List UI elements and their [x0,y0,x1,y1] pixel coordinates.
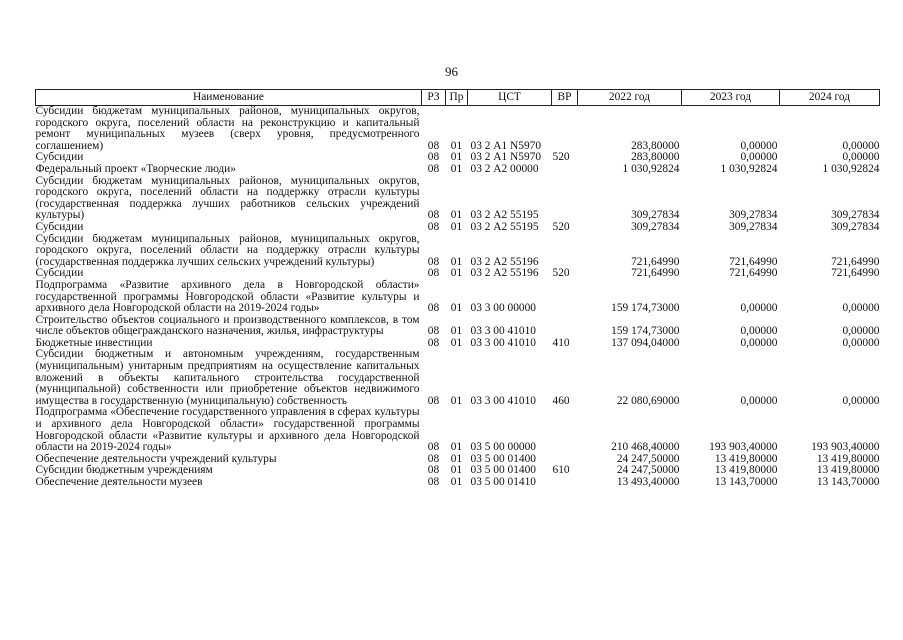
row-2024: 0,00000 [842,336,880,349]
row-vr: 520 [552,220,570,233]
row-2023: 0,00000 [740,139,778,152]
table-row [36,315,880,338]
row-name: Субсидии бюджетам муниципальных районов, муниципальных округов, городского округа, поселений области на поддержку отрасли культуры (государственная поддержка лучших работников сельских учреждений культуры) [35,174,420,222]
row-pr: 01 [450,476,463,488]
header-vr: ВР [552,90,578,106]
table-row [36,349,880,407]
row-name: Субсидии [35,267,84,280]
row-name: Субсидии [35,220,84,233]
row-2023: 0,00000 [740,151,778,164]
header-2023: 2023 год [682,90,780,106]
header-2022: 2022 год [578,90,682,106]
row-pr: 01 [450,452,463,465]
row-2022: 721,64990 [631,255,680,268]
table-body [36,106,880,489]
row-2024: 1 030,92824 [822,162,880,175]
row-pr: 01 [450,220,463,233]
table-row [36,222,880,234]
row-pr: 01 [450,267,463,280]
row-pr: 01 [450,464,463,477]
row-2024: 193 903,40000 [811,441,880,454]
row-rz: 08 [427,476,440,488]
row-name: Субсидии бюджетным и автономным учреждениям, государственным (муниципальным) унитарным предприятиям на осуществление капитальных вложений в объекты капитального строительства государственной (муниципальной) собственности или приобретение объектов недвижимого имущества в государственную (муниципальную) собственность [35,348,420,407]
row-cst: 03 5 00 01400 [470,464,536,477]
row-2023: 13 419,80000 [714,464,778,477]
row-2024: 0,00000 [842,151,880,164]
row-vr [552,315,578,338]
row-vr [552,106,578,153]
row-2023: 0,00000 [740,394,778,407]
row-2022: 309,27834 [631,220,680,233]
row-pr: 01 [450,151,463,164]
row-2024: 721,64990 [831,267,880,280]
row-cst: 03 2 А2 00000 [470,162,539,175]
header-pr: Пр [446,90,468,106]
row-2023: 193 903,40000 [709,441,778,454]
row-vr: 520 [552,267,570,280]
row-2022: 283,80000 [631,139,680,152]
row-2024: 0,00000 [842,325,880,338]
row-2023: 1 030,92824 [720,162,778,175]
row-2024: 0,00000 [842,139,880,152]
row-2023: 0,00000 [740,325,778,338]
row-rz: 08 [427,325,440,338]
row-2022: 721,64990 [631,267,680,280]
row-2024: 13 419,80000 [816,464,880,477]
row-pr: 01 [450,325,463,338]
row-vr [552,280,578,315]
row-name: Субсидии бюджетным учреждениям [35,464,213,477]
row-2022: 159 174,73000 [611,302,680,315]
row-pr: 01 [450,441,463,454]
row-cst: 03 2 А1 N5970 [470,151,542,164]
row-2024: 0,00000 [842,394,880,407]
row-2023: 0,00000 [740,336,778,349]
row-pr: 01 [450,255,463,268]
row-2023: 309,27834 [729,220,778,233]
row-2022: 283,80000 [631,151,680,164]
row-cst: 03 5 00 01410 [470,476,536,488]
row-2022: 1 030,92824 [622,162,680,175]
row-pr: 01 [450,302,463,315]
row-name: Бюджетные инвестиции [35,336,153,349]
table-row [36,164,880,176]
row-2022: 210 468,40000 [611,441,680,454]
header-rz: РЗ [422,90,446,106]
row-name: Субсидии бюджетам муниципальных районов, муниципальных округов, городского округа, поселений области на поддержку отрасли культуры (государственная поддержка лучших сельских учреждений культуры) [35,232,420,268]
row-cst: 03 3 00 41010 [470,336,536,349]
header-cst: ЦСТ [468,90,552,106]
table-row [36,407,880,453]
row-rz: 08 [427,302,440,315]
row-rz: 08 [427,255,440,268]
row-cst: 03 3 00 41010 [470,394,536,407]
row-cst: 03 2 А2 55195 [470,209,539,222]
row-cst: 03 2 А2 55196 [470,267,539,280]
header-row [36,90,880,106]
row-2022: 309,27834 [631,209,680,222]
row-cst: 03 3 00 41010 [470,325,536,338]
row-rz: 08 [427,464,440,477]
header-name: Наименование [36,90,422,106]
row-2022: 137 094,04000 [611,336,680,349]
row-name: Субсидии [35,151,84,164]
row-2022: 24 247,50000 [616,452,680,465]
row-rz: 08 [427,162,440,175]
row-2024: 309,27834 [831,220,880,233]
row-2023: 13 143,70000 [714,476,778,488]
row-cst: 03 2 А2 55195 [470,220,539,233]
row-name: Федеральный проект «Творческие люди» [35,162,236,175]
row-pr: 01 [450,394,463,407]
row-2022: 159 174,73000 [611,325,680,338]
row-vr: 610 [552,464,570,477]
row-2023: 0,00000 [740,302,778,315]
table-header [36,90,880,106]
row-rz: 08 [427,151,440,164]
row-2022: 24 247,50000 [616,464,680,477]
row-2023: 721,64990 [729,267,778,280]
row-pr: 01 [450,139,463,152]
header-2024: 2024 год [780,90,880,106]
row-pr: 01 [450,336,463,349]
row-name: Обеспечение деятельности учреждений культуры [35,452,277,465]
row-2024: 13 419,80000 [816,452,880,465]
row-cst: 03 2 А2 55196 [470,255,539,268]
row-2022: 22 080,69000 [616,394,680,407]
table-row [36,280,880,315]
row-2023: 721,64990 [729,255,778,268]
row-vr [552,477,578,489]
row-vr [552,176,578,222]
row-rz: 08 [427,452,440,465]
row-cst: 03 3 00 00000 [470,302,536,315]
budget-table [35,89,880,489]
row-cst: 03 2 А1 N5970 [470,139,542,152]
row-cst: 03 5 00 01400 [470,452,536,465]
table-row [36,234,880,269]
row-rz: 08 [427,209,440,222]
row-2024: 309,27834 [831,209,880,222]
budget-table-container [35,89,879,489]
row-vr: 410 [552,336,570,349]
row-pr: 01 [450,162,463,175]
row-2023: 309,27834 [729,209,778,222]
row-rz: 08 [427,267,440,280]
row-2024: 0,00000 [842,302,880,315]
row-rz: 08 [427,394,440,407]
row-name: Обеспечение деятельности музеев [35,476,203,488]
row-name: Субсидии бюджетам муниципальных районов, муниципальных округов, городского округа, поселений области на реконструкцию и капитальный ремонт муниципальных музеев (сверх уровня, предусмотренного соглашением) [35,105,420,152]
row-vr [552,164,578,176]
row-name: Подпрограмма «Обеспечение государственного управления в сферах культуры и архивного дела Новгородской области» государственной программы Новгородской области «Развитие культуры и архивного дела Новгородской области на 2019-2024 годы» [35,406,420,454]
row-rz: 08 [427,441,440,454]
row-cst: 03 5 00 00000 [470,441,536,454]
table-row [36,106,880,153]
row-vr: 520 [552,151,570,164]
row-vr: 460 [552,394,570,407]
row-rz: 08 [427,220,440,233]
table-row [36,477,880,489]
row-vr [552,234,578,269]
row-vr [552,407,578,453]
row-name: Подпрограмма «Развитие архивного дела в Новгородской области» государственной программы Новгородской области «Развитие культуры и архивного дела Новгородской области на 2019-2024 годы» [35,278,420,315]
table-row [36,176,880,222]
row-rz: 08 [427,336,440,349]
row-name: Строительство объектов социального и производственного комплексов, в том числе объектов общегражданского назначения, жилья, инфраструктуры [35,313,420,338]
row-rz: 08 [427,139,440,152]
page-number: 96 [445,64,458,79]
row-2023: 13 419,80000 [714,452,778,465]
row-pr: 01 [450,209,463,222]
row-2022: 13 493,40000 [616,476,680,488]
row-2024: 13 143,70000 [816,476,880,488]
row-2024: 721,64990 [831,255,880,268]
